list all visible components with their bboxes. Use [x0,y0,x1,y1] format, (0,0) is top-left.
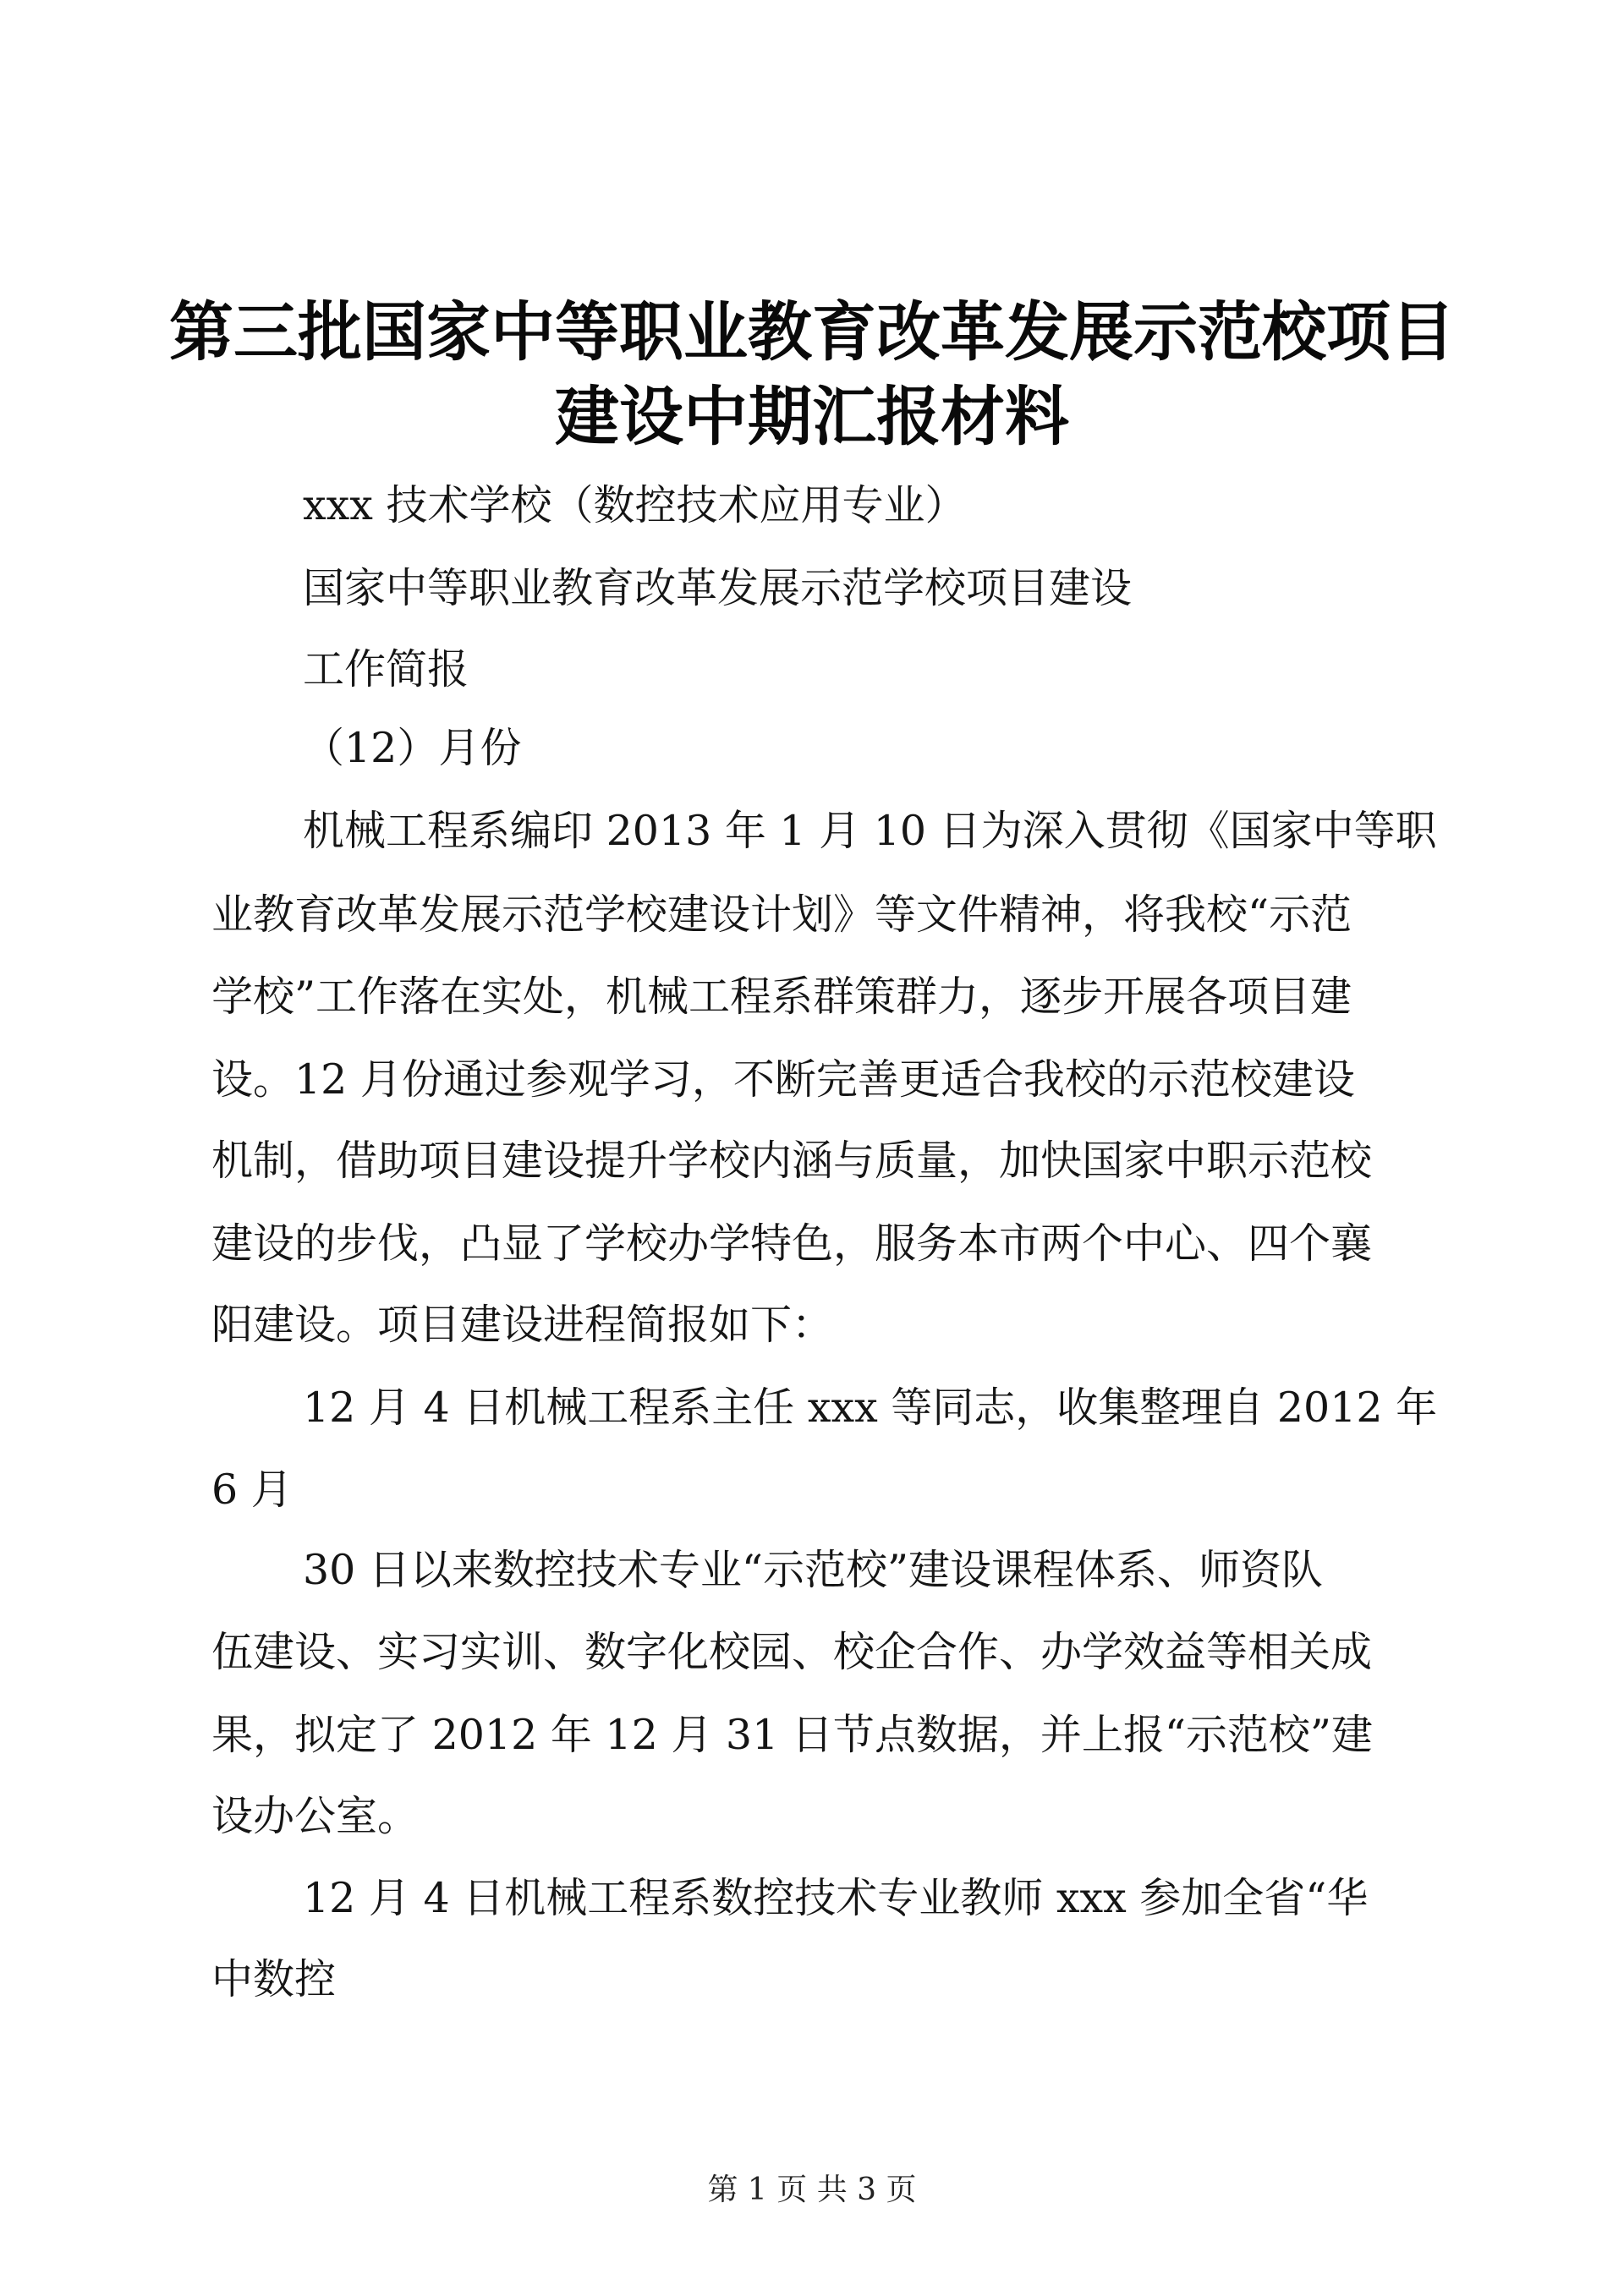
bulletin-title-line: 工作简报 [303,645,469,693]
paragraph-3-line-1: 30 日以来数控技术专业“示范校”建设课程体系、师资队 [303,1546,1324,1594]
paragraph-1-line-3: 学校”工作落在实处，机械工程系群策群力，逐步开展各项目建 [211,973,1352,1021]
paragraph-1-line-5: 机制，借助项目建设提升学校内涵与质量，加快国家中职示范校 [211,1137,1373,1185]
paragraph-4-line-2: 中数控 [211,1955,337,2003]
paragraph-3-line-4: 设办公室。 [211,1792,420,1840]
page-number-footer: 第 1 页 共 3 页 [707,2173,917,2207]
project-name-line: 国家中等职业教育改革发展示范学校项目建设 [303,564,1133,612]
issue-month-line: （12）月份 [303,724,522,772]
paragraph-1-line-1: 机械工程系编印 2013 年 1 月 10 日为深入贯彻《国家中等职 [303,807,1437,855]
school-name-line: xxx 技术学校（数控技术应用专业） [303,481,967,529]
paragraph-4-line-1: 12 月 4 日机械工程系数控技术专业教师 xxx 参加全省“华 [303,1874,1369,1922]
document-title-line-2: 建设中期汇报材料 [555,379,1069,454]
paragraph-3-line-3: 果，拟定了 2012 年 12 月 31 日节点数据，并上报“示范校”建 [211,1711,1373,1759]
paragraph-1-line-6: 建设的步伐，凸显了学校办学特色，服务本市两个中心、四个襄 [211,1219,1373,1268]
paragraph-1-line-4: 设。12 月份通过参观学习，不断完善更适合我校的示范校建设 [211,1055,1355,1104]
paragraph-2-line-2: 6 月 [211,1466,293,1514]
paragraph-1-line-2: 业教育改革发展示范学校建设计划》等文件精神，将我校“示范 [211,890,1352,939]
paragraph-2-line-1: 12 月 4 日机械工程系主任 xxx 等同志，收集整理自 2012 年 [303,1384,1438,1432]
paragraph-3-line-2: 伍建设、实习实训、数字化校园、校企合作、办学效益等相关成 [211,1628,1373,1676]
paragraph-1-line-7: 阳建设。项目建设进程简报如下： [211,1301,834,1349]
document-title-line-1: 第三批国家中等职业教育改革发展示范校项目 [169,294,1455,370]
